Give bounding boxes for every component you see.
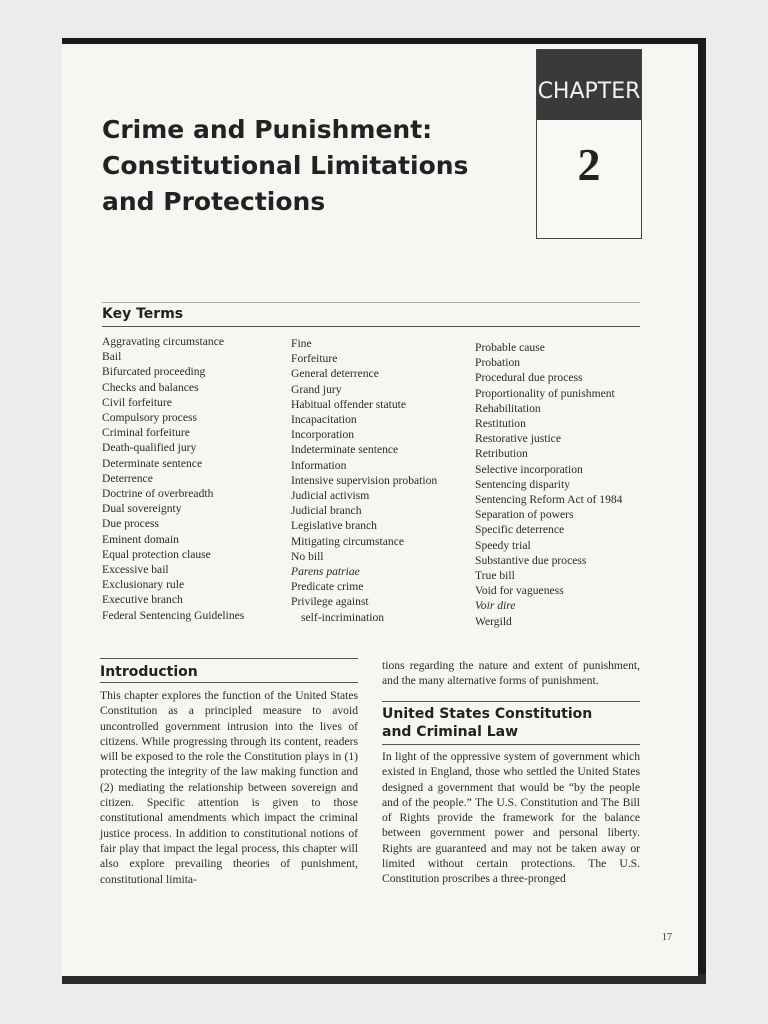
key-term: Sentencing Reform Act of 1984 (475, 493, 623, 507)
key-term: Retribution (475, 447, 528, 461)
key-term: Rehabilitation (475, 401, 541, 415)
key-terms-column-3 (475, 340, 622, 629)
us-constitution-heading-line: United States Constitution (382, 706, 593, 722)
key-term: Probable cause (475, 341, 545, 354)
key-term: Fine (291, 337, 312, 350)
key-term: Exclusionary rule (102, 578, 185, 592)
key-term: Executive branch (102, 593, 183, 607)
key-term: Bail (102, 350, 122, 364)
intro-bottom-rule (100, 682, 358, 683)
key-term: Forfeiture (291, 352, 338, 366)
key-term: Judicial branch (291, 504, 362, 518)
key-term: Separation of powers (475, 508, 574, 522)
key-term: Selective incorporation (475, 462, 583, 476)
key-term: Wergild (475, 614, 512, 628)
page-number: 17 (662, 932, 672, 943)
key-term: Indeterminate sentence (291, 443, 399, 457)
book-page (62, 44, 698, 976)
key-term: Specific deterrence (475, 523, 565, 537)
us-constitution-bottom-rule (382, 744, 640, 745)
key-term: Restitution (475, 417, 526, 431)
chapter-box (536, 49, 642, 239)
key-terms-column-2 (291, 336, 437, 625)
key-term: Aggravating circumstance (102, 335, 225, 348)
key-term: True bill (475, 569, 515, 583)
key-term: Equal protection clause (102, 547, 211, 561)
key-term: Sentencing disparity (475, 477, 570, 491)
key-terms-top-rule (102, 302, 640, 303)
intro-top-rule (100, 658, 358, 659)
key-term: Procedural due process (475, 371, 583, 385)
key-term: Privilege against (291, 595, 369, 609)
introduction-continuation: tions regarding the nature and extent of punishment, and the many alternative forms of punishment. (382, 659, 640, 688)
chapter-title-line: Constitutional Limitations (102, 151, 469, 180)
key-term: Death-qualified jury (102, 441, 197, 455)
key-term: Probation (475, 356, 521, 370)
introduction-text: This chapter explores the function of the United States Constitution as a principled measure to avoid uncontrolled government intrusion into the lives of citizens. While progressing through its content, readers will be exposed to the role the Constitution plays in (1) protecting the integrity of the law making function and (2) mediating the relationship between sovereign and citizen. Specific attention is given to those constitutional amendments which impact the criminal justice process. In addition to constitutional notions of fair play that impact the legal process, this chapter will also explore prevailing theories of punishment, constitutional limita- (100, 689, 358, 886)
key-terms-column-1 (102, 334, 244, 623)
key-terms-heading: Key Terms (102, 306, 184, 322)
key-term: Predicate crime (291, 580, 364, 594)
key-term: No bill (291, 549, 324, 563)
key-term: Doctrine of overbreadth (102, 487, 214, 501)
scan-edge-right (698, 38, 706, 978)
key-term: Due process (102, 517, 159, 531)
key-term: Habitual offender statute (291, 397, 407, 411)
key-term: Speedy trial (475, 538, 531, 552)
us-constitution-heading (382, 705, 592, 741)
key-term: self-incrimination (301, 610, 385, 624)
chapter-title (102, 112, 522, 220)
key-term: Grand jury (291, 382, 342, 396)
key-term: Federal Sentencing Guidelines (102, 608, 245, 622)
key-term: Civil forfeiture (102, 395, 172, 409)
key-term: Deterrence (102, 471, 153, 485)
key-term: Compulsory process (102, 411, 197, 425)
key-term: Voir dire (475, 599, 516, 613)
key-term: Void for vagueness (475, 584, 564, 598)
key-terms-rule (102, 326, 640, 327)
key-term: Incapacitation (291, 413, 357, 427)
key-term: Determinate sentence (102, 456, 203, 470)
key-term: General deterrence (291, 367, 379, 381)
us-constitution-heading-line: and Criminal Law (382, 724, 519, 740)
key-term: Incorporation (291, 428, 355, 442)
chapter-title-line: Crime and Punishment: (102, 115, 433, 144)
key-term: Dual sovereignty (102, 502, 182, 516)
key-term: Restorative justice (475, 432, 561, 446)
key-term: Parens patriae (291, 565, 360, 579)
key-term: Mitigating circumstance (291, 534, 405, 548)
key-term: Judicial activism (291, 489, 370, 503)
key-term: Intensive supervision probation (291, 473, 438, 487)
key-term: Checks and balances (102, 380, 199, 394)
key-term: Excessive bail (102, 563, 169, 577)
key-term: Bifurcated proceeding (102, 365, 206, 379)
key-term: Eminent domain (102, 532, 179, 546)
key-term: Substantive due process (475, 553, 587, 567)
us-constitution-text: In light of the oppressive system of government which existed in England, those who settled the United States designed a government that would be “by the people and of the people.” The U.S. Constitution and The Bill of Rights provide the framework for the balance between government power and personal liberty. Rights are guaranteed and may not be taken away or limited without certain protections. The U.S. Constitution proscribes a three-pronged (382, 750, 640, 886)
us-constitution-top-rule (382, 701, 640, 702)
introduction-heading: Introduction (100, 664, 198, 680)
key-term: Criminal forfeiture (102, 426, 190, 440)
key-term: Legislative branch (291, 519, 377, 533)
key-term: Proportionality of punishment (475, 386, 615, 400)
chapter-number: 2 (577, 139, 601, 190)
key-term: Information (291, 458, 347, 472)
chapter-title-line: and Protections (102, 187, 326, 216)
chapter-label: CHAPTER (537, 50, 641, 120)
